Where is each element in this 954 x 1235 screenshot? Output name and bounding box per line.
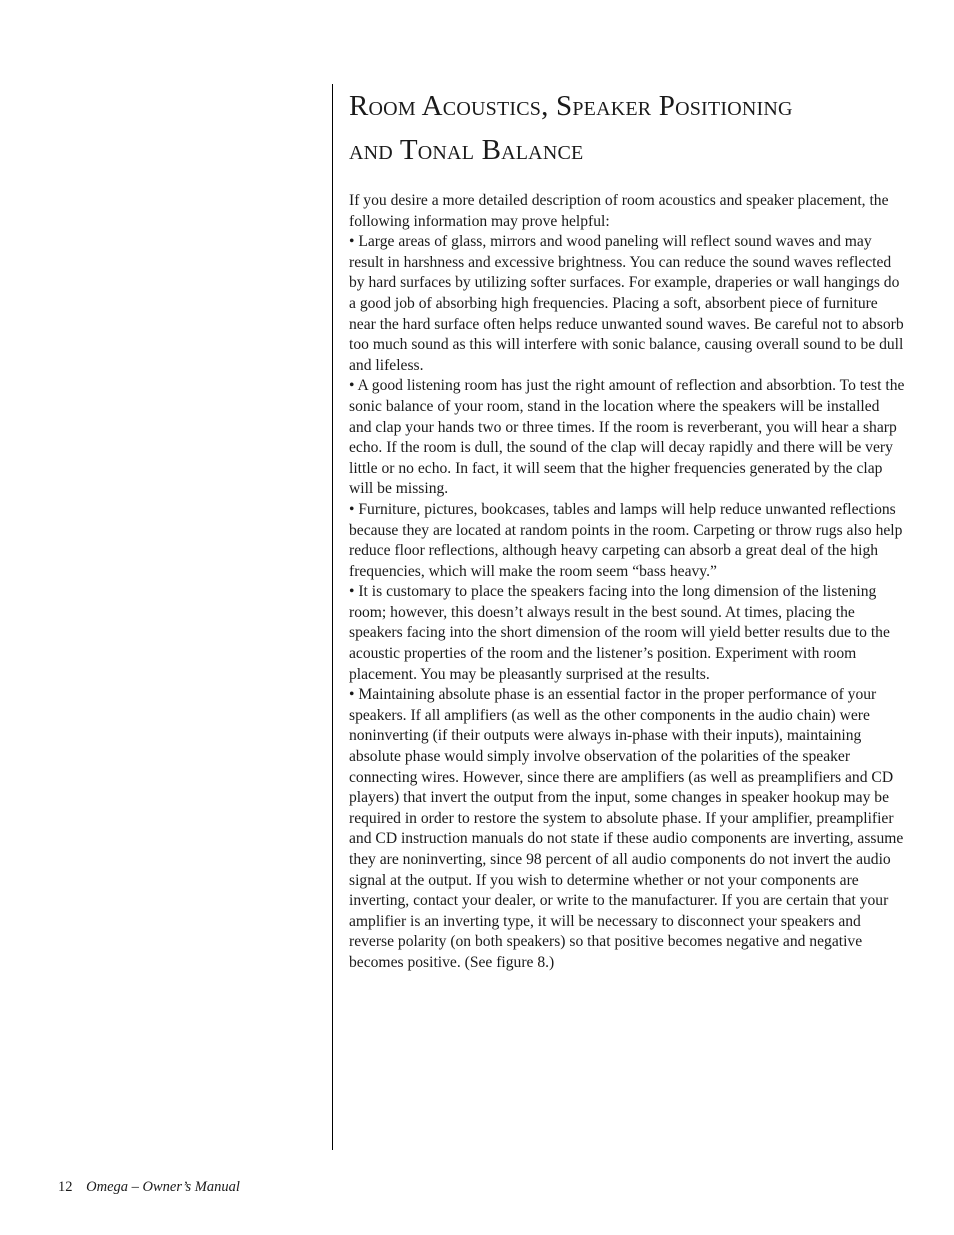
title-line-1: Room Acoustics, Speaker Positioning bbox=[349, 90, 793, 122]
body-text bbox=[349, 191, 905, 974]
bullet-speaker-orientation: • It is customary to place the speakers facing into the long dimension of the listening room; however, this doesn’t always result in the best sound. At times, placing the speakers facing into the short dimension of the room will yield better results due to the acoustic properties of the room and the listener’s position. Experiment with room placement. You may be pleasantly surprised at the results. bbox=[349, 583, 890, 683]
bullet-listening-room-test: • A good listening room has just the right amount of reflection and absorbtion. To test the sonic balance of your room, stand in the location where the speakers will be installed and clap your hands two or three times. If the room is reverberant, you will hear a sharp echo. If the room is dull, the sound of the clap will decay rapidly and there will be very little or no echo. In fact, it will seem that the higher frequencies generated by the clap will be missing. bbox=[349, 377, 905, 498]
bullet-absolute-phase: • Maintaining absolute phase is an essential factor in the proper performance of your speakers. If all amplifiers (as well as the other components in the audio chain) were noninverting (if their outputs were always in-phase with their inputs), maintaining absolute phase would simply involve observation of the polarities of the speaker connecting wires. However, since there are amplifiers (as well as preamplifiers and CD players) that invert the output from the input, some changes in speaker hookup may be required in order to restore the system to absolute phase. If your amplifier, preamplifier and CD instruction manuals do not state if these audio components are inverting, assume they are noninverting, since 98 percent of all audio components do not invert the audio signal at the output. If you wish to determine whether or not your components are inverting, contact your dealer, or write to the manufacturer. If you are certain that your amplifier is an inverting type, it will be necessary to disconnect your speakers and reverse polarity (on both speakers) so that positive becomes negative and negative becomes positive. (See figure 8.) bbox=[349, 686, 904, 971]
page-title bbox=[349, 84, 905, 172]
main-content bbox=[349, 84, 905, 974]
page-number: 12 bbox=[58, 1179, 73, 1195]
manual-title: Omega – Owner’s Manual bbox=[86, 1179, 240, 1195]
page-footer bbox=[58, 1178, 240, 1196]
bullet-reflective-surfaces: • Large areas of glass, mirrors and wood paneling will reflect sound waves and may result in harshness and excessive brightness. You can reduce the sound waves reflected by hard surfaces by utilizing softer surfaces. For example, draperies or wall hangings do a good job of absorbing high frequencies. Placing a soft, absorbent piece of furniture near the hard surface often helps reduce unwanted sound waves. Be careful not to absorb too much sound as this will interfere with sonic balance, causing overall sound to be dull and lifeless. bbox=[349, 233, 904, 374]
title-line-2: and Tonal Balance bbox=[349, 134, 584, 166]
bullet-furniture: • Furniture, pictures, bookcases, tables and lamps will help reduce unwanted reflections because they are located at random points in the room. Carpeting or throw rugs also help reduce floor reflections, although heavy carpeting can absorb a great deal of the high frequencies, which will make the room seem “bass heavy.” bbox=[349, 500, 903, 580]
vertical-rule bbox=[332, 84, 333, 1150]
intro-paragraph: If you desire a more detailed description of room acoustics and speaker placement, the following information may prove helpful: bbox=[349, 192, 889, 230]
